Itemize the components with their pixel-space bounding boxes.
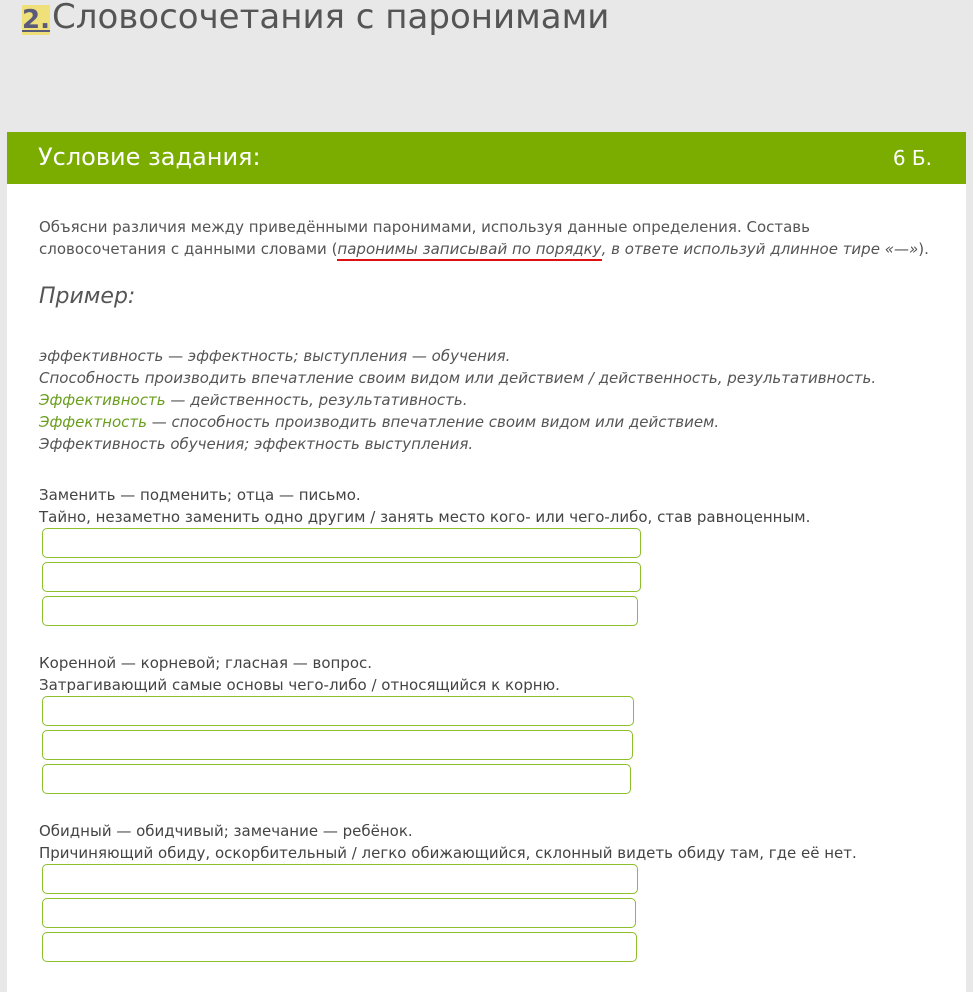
instruction-end: ). [918, 240, 929, 258]
example-line [39, 411, 939, 433]
task-card [7, 132, 966, 992]
card-header [7, 132, 966, 184]
example-line: Эффективность обучения; эффектность выступления. [39, 435, 474, 453]
answer-input-3-1[interactable] [42, 864, 638, 894]
example-definition: — способность производить впечатление своим видом или действием. [146, 413, 720, 431]
task-content [39, 216, 939, 455]
task-words: Заменить — подменить; отца — письмо. [39, 486, 361, 504]
task-number: 2. [22, 5, 50, 35]
instruction-start: Объясни различия между приведёнными паронимами, используя данные определения. Составь словосочетания с данными словами ( [39, 218, 810, 258]
page-title [22, 0, 609, 37]
example-definition: — действенность, результативность. [165, 391, 468, 409]
task-words: Коренной — корневой; гласная — вопрос. [39, 654, 373, 672]
instruction-italic-rest: , в ответе используй длинное тире «—» [601, 240, 919, 258]
example-line [39, 389, 939, 411]
answer-input-1-2[interactable] [42, 562, 641, 592]
card-header-title: Условие задания: [38, 143, 261, 171]
task-definitions: Тайно, незаметно заменить одно другим / занять место кого- или чего-либо, став равноценным. [39, 508, 811, 526]
answer-input-3-3[interactable] [42, 932, 637, 962]
answer-input-1-1[interactable] [42, 528, 641, 558]
answer-input-3-2[interactable] [42, 898, 636, 928]
task-definitions: Причиняющий обиду, оскорбительный / легко обижающийся, склонный видеть обиду там, где её нет. [39, 844, 857, 862]
task-words: Обидный — обидчивый; замечание — ребёнок. [39, 822, 413, 840]
task-definitions: Затрагивающий самые основы чего-либо / относящийся к корню. [39, 676, 560, 694]
page-title-text: Словосочетания с паронимами [51, 0, 610, 37]
example-heading: Пример: [39, 284, 136, 309]
task-item-2 [39, 652, 939, 798]
example-line: эффективность — эффектность; выступления — обучения. [39, 347, 511, 365]
example-term: Эффективность [39, 391, 166, 409]
answer-input-1-3[interactable] [42, 596, 638, 626]
points-badge: 6 Б. [892, 146, 932, 170]
example-term: Эффектность [39, 413, 147, 431]
instruction-underlined: паронимы записывай по порядку [337, 240, 601, 261]
example-line: Способность производить впечатление своим видом или действием / действенность, результативность. [39, 369, 877, 387]
answer-input-2-2[interactable] [42, 730, 633, 760]
answer-input-2-3[interactable] [42, 764, 631, 794]
example-block [39, 345, 939, 455]
instruction-text [39, 216, 939, 260]
task-item-3 [39, 820, 939, 966]
answer-input-2-1[interactable] [42, 696, 634, 726]
task-item-1 [39, 484, 939, 630]
